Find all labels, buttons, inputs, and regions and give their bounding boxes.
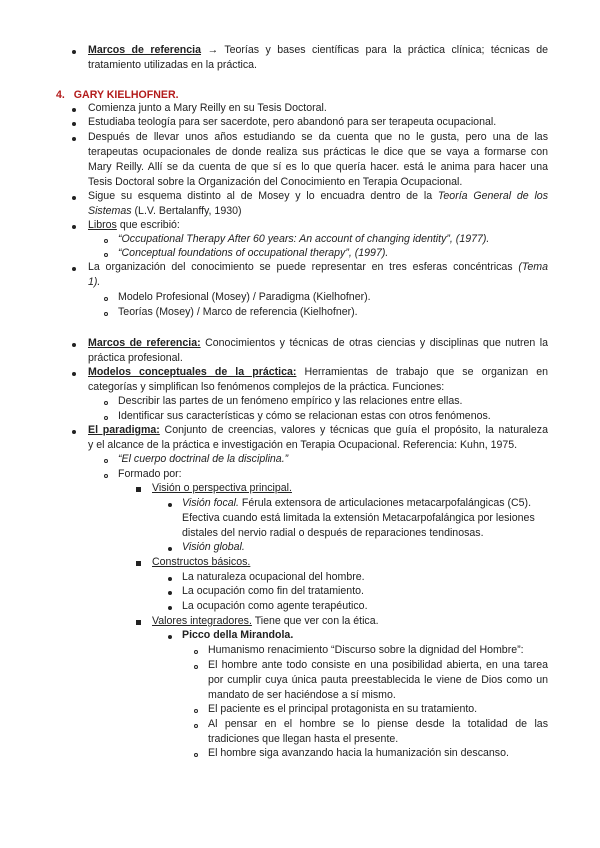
bullet-icon [72, 122, 76, 126]
marcos-intro-text: Teorías y bases científicas para la práctica clínica; técnicas de [224, 44, 548, 56]
list-item-line [88, 336, 548, 350]
list-item-line: distales del nervio radial o después de reparaciones tendinosas. [182, 527, 484, 539]
list-item-line: Tesis Doctoral sobre la Organización del Conocimiento en Terapia Ocupacional. [88, 176, 463, 188]
sub-item: El hombre siga avanzando hacia la humanización sin descanso. [208, 747, 509, 759]
list-item-line [182, 496, 531, 510]
list-item-line: práctica profesional. [88, 352, 183, 364]
circle-bullet-icon [104, 297, 108, 301]
circle-bullet-icon [104, 312, 108, 316]
subheading: Constructos básicos. [152, 556, 251, 568]
text-span: Visión focal. [182, 497, 239, 509]
book-title: “Conceptual foundations of occupational therapy”, (1997). [118, 247, 389, 259]
circle-bullet-icon [104, 459, 108, 463]
list-item: La ocupación como fin del tratamiento. [182, 585, 364, 597]
section-title: GARY KIELHOFNER. [73, 89, 179, 101]
marcos-term: Marcos de referencia [88, 44, 202, 56]
circle-bullet-icon [104, 239, 108, 243]
bullet-icon [168, 591, 172, 595]
square-bullet-icon [136, 620, 141, 625]
circle-bullet-icon [104, 401, 108, 405]
circle-bullet-icon [104, 416, 108, 420]
sub-item: Modelo Profesional (Mosey) / Paradigma (Kielhofner). [118, 291, 371, 303]
list-item: Estudiaba teología para ser sacerdote, pero abandonó para ser terapeuta ocupacional. [88, 116, 497, 128]
circle-bullet-icon [194, 665, 198, 669]
list-item-line [88, 423, 548, 437]
list-item-line: y el alcance de la práctica e investigación en Terapia Ocupacional. Referencia: Kuhn, 1975. [88, 439, 518, 451]
list-item: Picco della Mirandola. [182, 629, 294, 641]
sub-item: Formado por: [118, 468, 182, 480]
bullet-icon [72, 196, 76, 200]
sub-item: Humanismo renacimiento “Discurso sobre la dignidad del Hombre”: [208, 644, 524, 656]
square-bullet-icon [136, 561, 141, 566]
sub-item-line: Al pensar en el hombre se lo piense desde la totalidad de las [208, 718, 548, 730]
bullet-icon [72, 343, 76, 347]
list-item: Comienza junto a Mary Reilly en su Tesis Doctoral. [88, 102, 327, 114]
circle-bullet-icon [194, 650, 198, 654]
list-item-line: 1). [88, 276, 101, 288]
bullet-icon [72, 50, 76, 54]
list-item [88, 218, 180, 232]
text-span: (Tema [518, 261, 548, 273]
bullet-icon [168, 503, 172, 507]
term-label: Modelos conceptuales de la práctica: [88, 366, 297, 378]
circle-bullet-icon [194, 709, 198, 713]
text-span: Férula extensora de articulaciones metacarpofalángicas (C5). [241, 497, 532, 509]
circle-bullet-icon [104, 474, 108, 478]
term-label: Marcos de referencia: [88, 337, 201, 349]
text-span: Sigue su esquema distinto al de Mosey y lo encuadra dentro de la [88, 190, 433, 202]
list-item-line: categorías y simplifican lso fenómenos complejos de la práctica. Funciones: [88, 381, 445, 393]
list-item-line: terapeutas ocupacionales de donde realiza sus prácticas le dice que se vaya a formarse con [88, 146, 548, 158]
marcos-intro-line-1 [88, 43, 548, 57]
subheading: Valores integradores. [152, 615, 252, 627]
sub-item-line: mandato de ser haciéndose a sí mismo. [208, 689, 396, 701]
book-title: “Occupational Therapy After 60 years: An account of changing identity”, (1977). [118, 233, 490, 245]
list-item-line [88, 204, 242, 218]
list-item: La ocupación como agente terapéutico. [182, 600, 368, 612]
text-span: Conjunto de creencias, valores y técnicas que guía el propósito, la naturaleza [164, 424, 548, 436]
sub-item-line: El hombre ante todo consiste en una posibilidad abierta, en una tarea [208, 659, 548, 671]
bullet-icon [72, 225, 76, 229]
square-bullet-icon [136, 487, 141, 492]
books-label: Libros [88, 219, 117, 231]
list-item-line: Después de llevar unos años estudiando se da cuenta que no le gusta, pero una de las [88, 131, 548, 143]
text-span: Tiene que ver con la ética. [254, 615, 379, 627]
sub-item: Teorías (Mosey) / Marco de referencia (Kielhofner). [118, 306, 358, 318]
bullet-icon [168, 606, 172, 610]
bullet-icon [72, 430, 76, 434]
sub-item: Identificar sus características y cómo se relacionan estas con otros fenómenos. [118, 410, 491, 422]
term-label: El paradigma: [88, 424, 160, 436]
text-span: Sistemas [88, 205, 132, 217]
subheading-line [152, 614, 379, 628]
bullet-icon [168, 577, 172, 581]
sub-item-line: por cumplir cuya única pauta preestablecida le viene de Dios como un [208, 674, 548, 686]
sub-item: “El cuerpo doctrinal de la disciplina.” [118, 453, 289, 465]
list-item: La naturaleza ocupacional del hombre. [182, 571, 365, 583]
arrow-icon: → [207, 44, 219, 56]
bullet-icon [168, 635, 172, 639]
circle-bullet-icon [194, 724, 198, 728]
text-span: que escribió: [119, 219, 180, 231]
text-span: Teoría General de los [437, 190, 548, 202]
list-item-line: Efectiva cuando está limitada la extensión Metacarpofalángica por lesiones [182, 512, 535, 524]
section-number: 4. [56, 89, 65, 101]
bullet-icon [72, 137, 76, 141]
bullet-icon [72, 108, 76, 112]
list-item-line [88, 260, 548, 274]
sub-item: Describir las partes de un fenómeno empírico y las relaciones entre ellas. [118, 395, 463, 407]
bullet-icon [168, 547, 172, 551]
text-span: Conocimientos y técnicas de otras ciencias y disciplinas que nutren la [205, 337, 548, 349]
list-item: Visión global. [182, 541, 245, 553]
circle-bullet-icon [104, 253, 108, 257]
list-item-line [88, 365, 548, 379]
bullet-icon [72, 267, 76, 271]
subheading: Visión o perspectiva principal. [152, 482, 292, 494]
marcos-intro-line-2: tratamiento utilizadas en la práctica. [88, 59, 257, 71]
sub-item-line: tradiciones que llegan hasta el presente. [208, 733, 399, 745]
bullet-icon [72, 372, 76, 376]
circle-bullet-icon [194, 753, 198, 757]
sub-item: El paciente es el principal protagonista en su tratamiento. [208, 703, 478, 715]
text-span: Herramientas de trabajo que se organizan en [304, 366, 548, 378]
list-item-line: Mary Reilly. Allí se da cuenta de que sí es lo que quería hacer. está le anima para hacer una [88, 161, 548, 173]
text-span: La organización del conocimiento se puede representar en tres esferas concéntricas [88, 261, 513, 273]
list-item-line [88, 189, 548, 203]
text-span: (L.V. Bertalanffy, 1930) [134, 205, 242, 217]
